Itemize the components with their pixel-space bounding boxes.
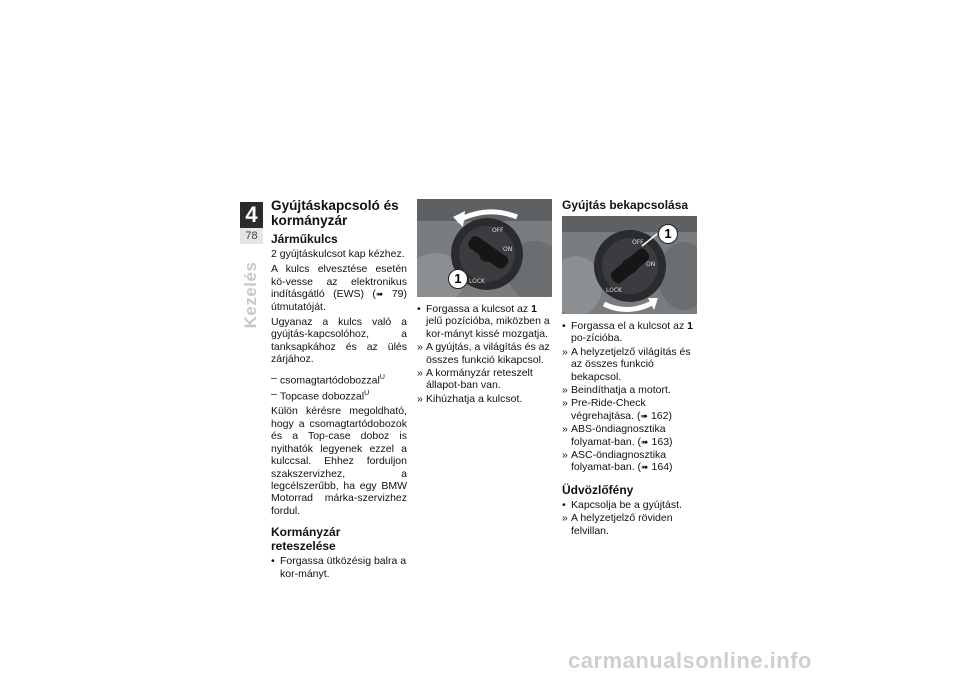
callout-number: 1 [448, 269, 468, 289]
list-item: » ASC-öndiagnosztika folyamat-ban. (➠ 164) [562, 449, 699, 474]
svg-text:ON: ON [503, 246, 513, 253]
list-item: » A helyzetjelző röviden felvillan. [562, 512, 699, 537]
ignition-lock-photo [417, 199, 552, 297]
chapter-number: 4 [240, 202, 263, 228]
position-number: 1 [687, 320, 693, 332]
svg-text:OFF: OFF [632, 239, 644, 246]
page-ref: 164 [651, 461, 670, 474]
list-item: » A gyújtás, a világítás és az összes funkció kikapcsol. [417, 341, 552, 366]
watermark: carmanualsonline.info [568, 648, 812, 673]
list-item: – Topcase dobozzal$^U$ [271, 388, 407, 403]
page-ref-arrow-icon: ➠ [375, 289, 384, 300]
svg-text:LOCK: LOCK [606, 287, 622, 294]
chapter-label [233, 256, 269, 334]
heading-vehicle-key: Járműkulcs [271, 232, 338, 246]
list-item: » Pre-Ride-Check végrehajtása. (➠ 162) [562, 397, 699, 422]
steps-list [562, 499, 699, 537]
svg-text:LOCK: LOCK [469, 278, 485, 285]
list-item: • Forgassa ütközésig balra a kor-mányt. [271, 555, 407, 580]
steps-list [271, 555, 407, 580]
svg-text:OFF: OFF [492, 227, 504, 234]
chapter-label-text: Kezelés [241, 261, 260, 329]
list-item: » A kormányzár reteszelt állapot-ban van. [417, 367, 552, 392]
option-list [271, 372, 407, 403]
page-number: 78 [240, 228, 263, 244]
page-ref: 162 [650, 409, 669, 422]
ignition-lock-illustration [417, 199, 552, 297]
svg-text:ON: ON [646, 261, 656, 268]
list-item: – csomagtartódobozzal$^U$ [271, 372, 407, 387]
list-item: • Kapcsolja be a gyújtást. [562, 499, 699, 511]
callout-number: 1 [658, 224, 678, 244]
page-ref: 163 [651, 435, 670, 448]
paragraph-ews: A kulcs elvesztése esetén kö-vesse az elektronikus indításgátló (EWS) (➠ 79) útmutatóját. [271, 263, 407, 313]
option-mark: U [379, 373, 385, 381]
list-item: » Beindíthatja a motort. [562, 384, 699, 396]
page-ref-arrow-icon: ➠ [641, 436, 649, 447]
section-title: Gyújtáskapcsoló és kormányzár [271, 198, 399, 228]
option-mark: U [364, 389, 370, 397]
heading-ignition-on: Gyújtás bekapcsolása [562, 198, 689, 212]
position-number: 1 [531, 303, 537, 315]
paragraph-keys: 2 gyújtáskulcsot kap kézhez. [271, 248, 405, 260]
list-item: » Kihúzhatja a kulcsot. [417, 393, 552, 405]
list-item: » ABS-öndiagnosztika folyamat-ban. (➠ 163) [562, 423, 699, 448]
paragraph-same-key: Ugyanaz a kulcs való a gyújtás-kapcsolóhoz, a tanksapkához és az ülés zárjához. [271, 316, 407, 366]
list-item: • Forgassa el a kulcsot az 1 po-zícióba. [562, 320, 699, 345]
ignition-on-photo [562, 216, 697, 314]
list-item: » A helyzetjelző világítás és az összes funkció bekapcsol. [562, 346, 699, 383]
column-1 [271, 198, 407, 581]
page-ref-arrow-icon: ➠ [641, 462, 649, 473]
paragraph-dealer: Külön kérésre megoldható, hogy a csomagtartódobozok és a Top-case doboz is nyithatók legyenek ezzel a kulccsal. Ehhez forduljon szakszervizhez, a legcélszerűbb, ha egy BMW Motorrad márka-szervizhez fordul. [271, 405, 407, 517]
steps-list [417, 303, 552, 405]
heading-welcome-light: Üdvözlőfény [562, 482, 634, 497]
page-ref: 79 [391, 288, 404, 301]
list-item: • Forgassa a kulcsot az 1 jelű pozícióba, miközben a kor-mányt kissé mozgatja. [417, 303, 552, 340]
column-3 [562, 198, 699, 538]
heading-steering-lock: Kormányzár reteszelése [271, 525, 341, 554]
page-ref-arrow-icon: ➠ [640, 410, 649, 421]
steps-list [562, 320, 699, 474]
column-2 [417, 199, 552, 406]
